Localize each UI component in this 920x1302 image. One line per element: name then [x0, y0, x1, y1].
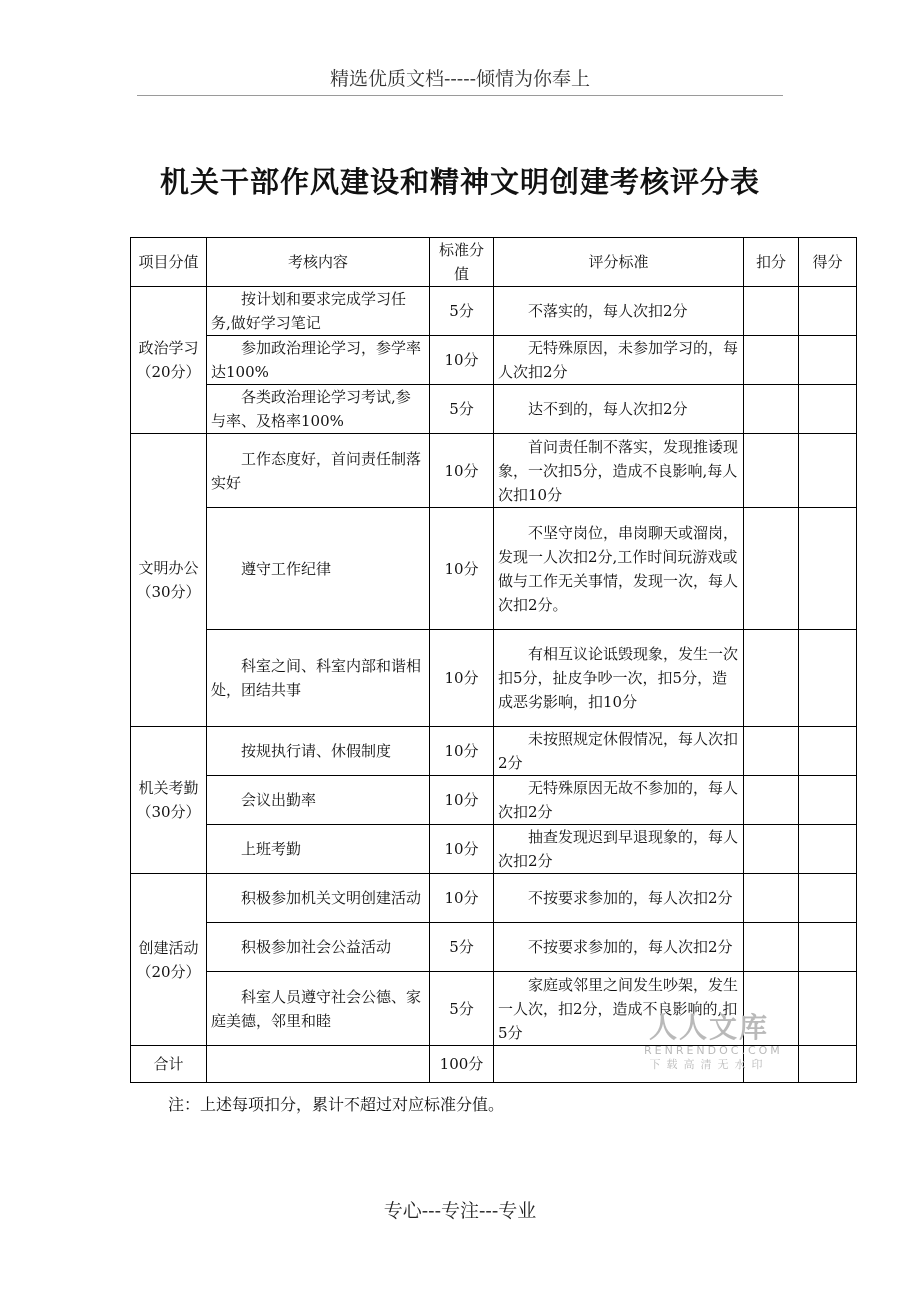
content-cell: 积极参加机关文明创建活动 [207, 874, 430, 923]
standard-cell: 5分 [430, 385, 494, 434]
standard-cell: 10分 [430, 630, 494, 727]
deduct-cell[interactable] [744, 776, 799, 825]
score-cell[interactable] [799, 385, 857, 434]
table-row [131, 923, 857, 972]
table-row [131, 776, 857, 825]
criteria-cell: 无特殊原因无故不参加的，每人次扣2分 [494, 776, 744, 825]
standard-cell: 10分 [430, 508, 494, 630]
score-cell[interactable] [799, 874, 857, 923]
col-header-item: 项目分值 [131, 238, 207, 287]
header-divider [137, 95, 783, 96]
table-row [131, 508, 857, 630]
total-content-cell [207, 1046, 430, 1083]
score-cell[interactable] [799, 434, 857, 508]
watermark-tagline: 下载高清无水印 [649, 1058, 769, 1071]
deduct-cell[interactable] [744, 923, 799, 972]
content-cell: 遵守工作纪律 [207, 508, 430, 630]
criteria-cell: 不落实的，每人次扣2分 [494, 287, 744, 336]
table-note: 注：上述每项扣分，累计不超过对应标准分值。 [168, 1095, 505, 1114]
total-label: 合计 [131, 1046, 207, 1083]
table-row [131, 287, 857, 336]
criteria-cell: 未按照规定休假情况，每人次扣2分 [494, 727, 744, 776]
table-row [131, 336, 857, 385]
col-header-content: 考核内容 [207, 238, 430, 287]
table-row [131, 630, 857, 727]
standard-cell: 10分 [430, 874, 494, 923]
criteria-cell: 不按要求参加的，每人次扣2分 [494, 923, 744, 972]
total-standard: 100分 [430, 1046, 494, 1083]
col-header-score: 得分 [799, 238, 857, 287]
standard-cell: 10分 [430, 336, 494, 385]
page-footer: 专心---专注---专业 [383, 1200, 537, 1222]
table-row [131, 727, 857, 776]
deduct-cell[interactable] [744, 727, 799, 776]
page-header: 精选优质文档-----倾情为你奉上 [329, 68, 591, 90]
content-cell: 工作态度好，首问责任制落实好 [207, 434, 430, 508]
criteria-cell: 不按要求参加的，每人次扣2分 [494, 874, 744, 923]
deduct-cell[interactable] [744, 874, 799, 923]
content-cell: 上班考勤 [207, 825, 430, 874]
watermark-domain: RENRENDOC.COM [644, 1044, 783, 1057]
standard-cell: 5分 [430, 972, 494, 1046]
score-cell[interactable] [799, 336, 857, 385]
standard-cell: 5分 [430, 923, 494, 972]
criteria-cell: 有相互议论诋毁现象，发生一次扣5分，扯皮争吵一次，扣5分，造成恶劣影响，扣10分 [494, 630, 744, 727]
content-cell: 各类政治理论学习考试,参与率、及格率100% [207, 385, 430, 434]
score-cell[interactable] [799, 825, 857, 874]
score-cell[interactable] [799, 972, 857, 1046]
deduct-cell[interactable] [744, 825, 799, 874]
deduct-cell[interactable] [744, 434, 799, 508]
criteria-cell: 无特殊原因，未参加学习的，每人次扣2分 [494, 336, 744, 385]
content-cell: 会议出勤率 [207, 776, 430, 825]
table-row [131, 385, 857, 434]
deduct-cell[interactable] [744, 287, 799, 336]
document-title: 机关干部作风建设和精神文明创建考核评分表 [159, 165, 760, 199]
content-cell: 积极参加社会公益活动 [207, 923, 430, 972]
content-cell: 按规执行请、休假制度 [207, 727, 430, 776]
score-cell[interactable] [799, 923, 857, 972]
table-row [131, 874, 857, 923]
standard-cell: 5分 [430, 287, 494, 336]
col-header-deduct: 扣分 [744, 238, 799, 287]
criteria-cell: 抽查发现迟到早退现象的，每人次扣2分 [494, 825, 744, 874]
table-header-row [131, 238, 857, 287]
group-label: 政治学习（20分） [131, 287, 207, 434]
criteria-cell: 家庭或邻里之间发生吵架，发生一人次，扣2分，造成不良影响的,扣5分 [494, 972, 744, 1046]
standard-cell: 10分 [430, 727, 494, 776]
content-cell: 科室之间、科室内部和谐相处，团结共事 [207, 630, 430, 727]
content-cell: 科室人员遵守社会公德、家庭美德，邻里和睦 [207, 972, 430, 1046]
table-row [131, 825, 857, 874]
score-cell[interactable] [799, 630, 857, 727]
criteria-cell: 达不到的，每人次扣2分 [494, 385, 744, 434]
score-table [130, 237, 857, 1083]
group-label: 文明办公（30分） [131, 434, 207, 727]
group-label: 机关考勤（30分） [131, 727, 207, 874]
deduct-cell[interactable] [744, 508, 799, 630]
standard-cell: 10分 [430, 434, 494, 508]
deduct-cell[interactable] [744, 630, 799, 727]
table-row [131, 434, 857, 508]
score-cell[interactable] [799, 287, 857, 336]
group-label: 创建活动（20分） [131, 874, 207, 1046]
score-cell[interactable] [799, 508, 857, 630]
criteria-cell: 首问责任制不落实，发现推诿现象，一次扣5分，造成不良影响,每人次扣10分 [494, 434, 744, 508]
score-cell[interactable] [799, 727, 857, 776]
content-cell: 按计划和要求完成学习任务,做好学习笔记 [207, 287, 430, 336]
total-score-cell[interactable] [799, 1046, 857, 1083]
standard-cell: 10分 [430, 776, 494, 825]
standard-cell: 10分 [430, 825, 494, 874]
criteria-cell: 不坚守岗位，串岗聊天或溜岗，发现一人次扣2分,工作时间玩游戏或做与工作无关事情，发现一次，每人次扣2分。 [494, 508, 744, 630]
deduct-cell[interactable] [744, 336, 799, 385]
content-cell: 参加政治理论学习，参学率达100% [207, 336, 430, 385]
col-header-standard: 标准分值 [430, 238, 494, 287]
deduct-cell[interactable] [744, 385, 799, 434]
watermark-brand: 人人文库 [648, 1011, 769, 1044]
col-header-criteria: 评分标准 [494, 238, 744, 287]
watermark [644, 1011, 783, 1072]
score-cell[interactable] [799, 776, 857, 825]
